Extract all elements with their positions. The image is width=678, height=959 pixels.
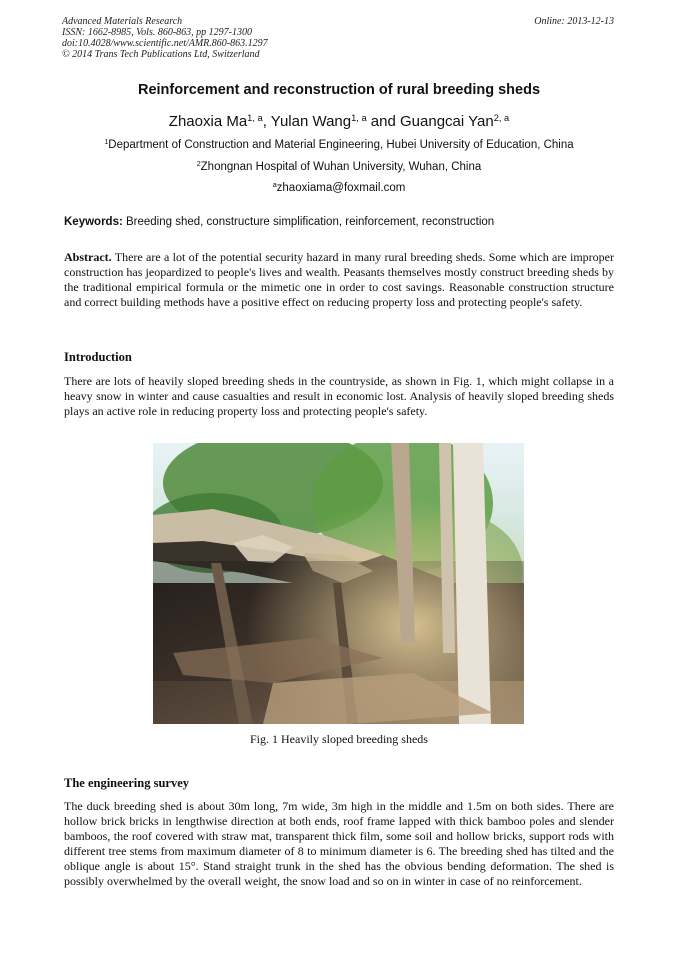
- author-separator: ,: [262, 113, 271, 130]
- copyright-line: © 2014 Trans Tech Publications Ltd, Switzerland: [62, 49, 260, 60]
- abstract: [64, 250, 614, 310]
- email-link[interactable]: zhaoxiama@foxmail.com: [276, 182, 406, 194]
- survey-text: The duck breeding shed is about 30m long, 7m wide, 3m high in the middle and 1.5m on both sides. There are hollow brick bricks in lengthwise direction at both ends, roof frame lapped with thick bamboo poles and slender bamboos, the roof covered with straw mat, transparent thick film, some soil and hollow bricks, support rods with different tree stems from maximum diameter of 8 to minimum diameter is 6. The breeding shed has tilted and the oblique angle is about 15°. Stand straight trunk in the shed has the obvious bending deformation. The shed is possibly overwhelmed by the overall weight, the snow load and so on in winter in case of no reinforcement.: [64, 799, 614, 888]
- author-superscript: 2, a: [493, 112, 510, 123]
- running-header: [62, 16, 268, 60]
- issn-line: ISSN: 1662-8985, Vols. 860-863, pp 1297-1300: [62, 27, 252, 38]
- author-name: Zhaoxia Ma: [168, 113, 248, 130]
- author-separator: and: [366, 113, 400, 130]
- journal-name: Advanced Materials Research: [62, 16, 183, 27]
- affiliation-text: Department of Construction and Material Engineering, Hubei University of Education, China: [108, 139, 574, 151]
- author-name: Yulan Wang: [270, 113, 352, 130]
- doi-line[interactable]: doi:10.4028/www.scientific.net/AMR.860-863.1297: [62, 38, 268, 49]
- section-heading-introduction: Introduction: [64, 350, 132, 364]
- online-date: Online: 2013-12-13: [534, 16, 614, 27]
- abstract-text: There are a lot of the potential security hazard in many rural breeding sheds. Some which are improper construction has jeopardized to people's lives and wealth. Peasants themselves mostly construct breeding sheds by the traditional empirical formula or the mimetic one in order to cost savings. Reasonable construction structure and correct building methods have a positive effect on reducing property loss and protecting people's safety.: [64, 250, 614, 309]
- breeding-shed-photo: [153, 443, 524, 724]
- email-superscript: a: [272, 181, 277, 190]
- author-superscript: 1, a: [351, 112, 367, 123]
- author-superscript: 1, a: [247, 112, 263, 123]
- keywords: [64, 216, 616, 228]
- keywords-label: Keywords:: [64, 216, 123, 228]
- affiliation-2: [0, 161, 678, 173]
- section-heading-survey: The engineering survey: [64, 776, 189, 790]
- author-list: [0, 113, 678, 130]
- keywords-text: Breeding shed, constructure simplification, reinforcement, reconstruction: [122, 216, 495, 228]
- author-name: Guangcai Yan: [400, 113, 494, 130]
- abstract-label: Abstract.: [64, 250, 112, 264]
- figure-photo: [153, 443, 524, 724]
- affiliation-superscript: 1: [104, 138, 109, 147]
- affiliation-superscript: 2: [196, 160, 201, 169]
- affiliation-1: [0, 139, 678, 151]
- author-email: [0, 182, 678, 194]
- paper-title: Reinforcement and reconstruction of rural breeding sheds: [137, 82, 541, 98]
- figure-caption: Fig. 1 Heavily sloped breeding sheds: [250, 732, 428, 746]
- affiliation-text: Zhongnan Hospital of Wuhan University, Wuhan, China: [200, 161, 482, 173]
- introduction-text: There are lots of heavily sloped breeding sheds in the countryside, as shown in Fig. 1, which might collapse in a heavy snow in winter and cause casualties and result in economic lost. Analysis of heavily sloped breeding sheds plays an active role in reducing property loss and protecting people's safety.: [64, 374, 614, 418]
